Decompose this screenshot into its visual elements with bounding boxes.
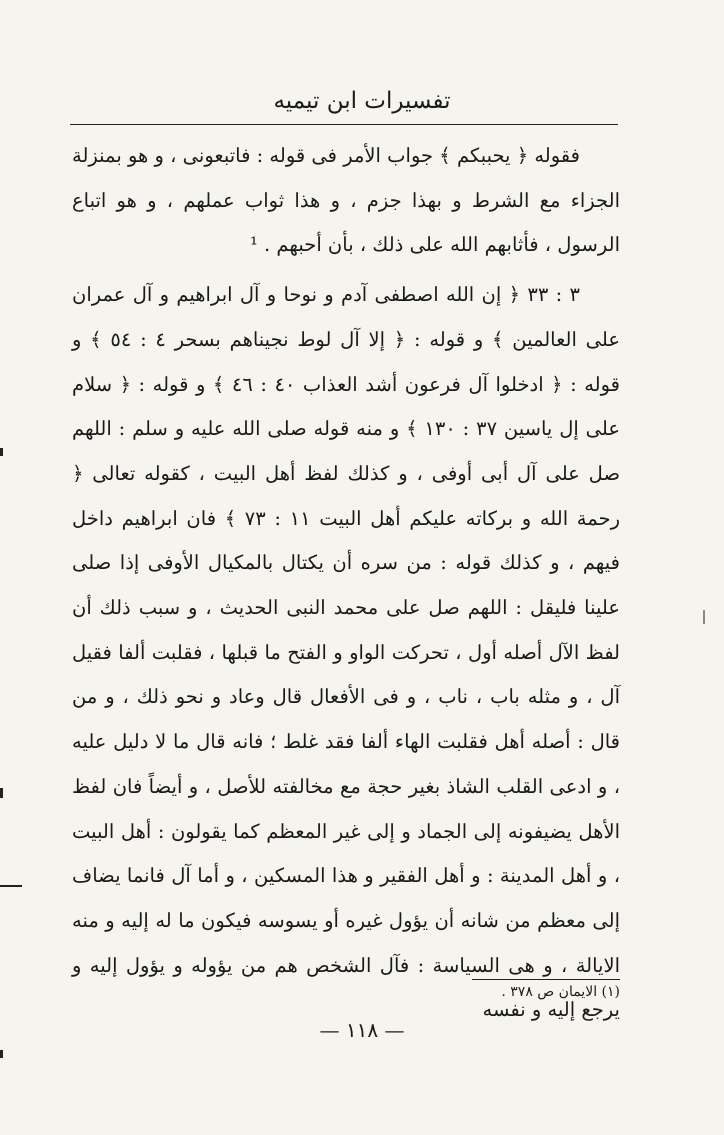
header-rule — [70, 124, 618, 125]
scan-mark — [0, 448, 3, 456]
scan-mark — [0, 1050, 3, 1058]
footnote-rule — [472, 979, 620, 980]
scan-mark — [703, 610, 705, 624]
footnote: (١) الايمان ص ٣٧٨ . — [501, 984, 620, 1000]
running-header-title: تفسيرات ابن تيميه — [273, 88, 451, 114]
paragraph-1: فقوله ﴿ يحببكم ﴾ جواب الأمر فى قوله : فاتبعونى ، و هو بمنزلة الجزاء مع الشرط و بهذا جزم ، و هذا ثواب عملهم ، و هو اتباع الرسول ، فأثابهم الله على ذلك ، بأن أحبهم . ¹ — [72, 144, 620, 257]
body-text — [72, 134, 620, 1033]
scan-mark — [0, 885, 22, 887]
page-number: — ١١٨ — — [319, 1018, 405, 1042]
paragraph-2: ٣ : ٣٣ ﴿ إن الله اصطفى آدم و نوحا و آل ابراهيم و آل عمران على العالمين ﴾ و قوله : ﴿ إلا آل لوط نجيناهم بسحر ٤ : ٥٤ ﴾ و قوله : ﴿ ادخلوا آل فرعون أشد العذاب ٤٠ : ٤٦ ﴾ و قوله : ﴿ سلام على إل ياسين ٣٧ : ١٣٠ ﴾ و منه قوله صلى الله عليه و سلم : اللهم صل على آل أبى أوفى ، و كذلك لفظ أهل البيت ، كقوله تعالى ﴿ رحمة الله و بركاته عليكم أهل البيت ١١ : ٧٣ ﴾ فان ابراهيم داخل فيهم ، و كذلك قوله : من سره أن يكتال بالمكيال الأوفى إذا صلى علينا فليقل : اللهم صل على محمد النبى الحديث ، و سبب ذلك أن لفظ الآل أصله أول ، تحركت الواو و الفتح ما قبلها ، فقلبت ألفا فقيل آل ، و مثله باب ، ناب ، و فى الأفعال قال وعاد و نحو ذلك ، و من قال : أصله أهل فقلبت الهاء ألفا فقد غلط ؛ فانه قال ما لا دليل عليه ، و ادعى القلب الشاذ بغير حجة مع مخالفته للأصل ، و أيضاً فان لفظ الأهل يضيفونه إلى الجماد و إلى غير المعظم كما يقولون : أهل البيت ، و أهل المدينة : و أهل الفقير و هذا المسكين ، و أما آل فانما يضاف إلى معظم من شانه أن يؤول غيره أو يسوسه فيكون ما له إليه و منه الايالة ، و هى السياسة : فآل الشخص هم من يؤوله و يؤول إليه و يرجع إليه و نفسه — [72, 283, 621, 1022]
scan-mark — [0, 788, 3, 798]
